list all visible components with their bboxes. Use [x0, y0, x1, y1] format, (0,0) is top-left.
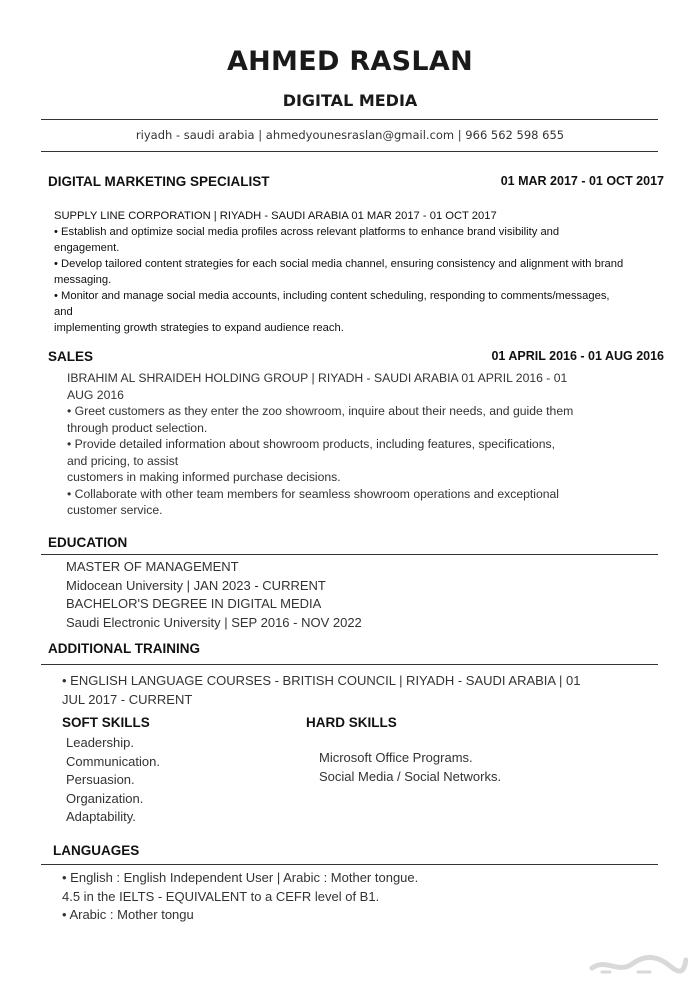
job-line: through product selection. [67, 420, 208, 435]
job-line: and [54, 306, 73, 318]
job-line: engagement. [54, 242, 120, 254]
section-title-hard-skills: HARD SKILLS [306, 715, 397, 730]
job-line: messaging. [54, 274, 112, 286]
job-line: customer service. [67, 503, 163, 517]
job-title: SALES [48, 349, 94, 364]
section-divider [41, 864, 658, 865]
education-line: MASTER OF MANAGEMENT [66, 559, 239, 574]
header-divider-top [41, 119, 658, 120]
job-line: • Monitor and manage social media accounts, including content scheduling, responding to comments/messages, [54, 290, 610, 302]
hard-skill-item: Microsoft Office Programs. [319, 750, 473, 765]
section-title-languages: LANGUAGES [53, 843, 140, 858]
job-line: IBRAHIM AL SHRAIDEH HOLDING GROUP | RIYADH - SAUDI ARABIA 01 APRIL 2016 - 01 [67, 371, 568, 385]
contact-line: riyadh - saudi arabia | ahmedyounesraslan@gmail.com | 966 562 598 655 [135, 128, 565, 142]
job-description [67, 370, 647, 519]
soft-skill-item: Leadership. [66, 735, 134, 750]
job-line: customers in making informed purchase decisions. [67, 470, 341, 484]
section-divider [41, 554, 658, 555]
job-line: • Establish and optimize social media profiles across relevant platforms to enhance brand visibility and [54, 226, 560, 238]
education-line: BACHELOR'S DEGREE IN DIGITAL MEDIA [66, 596, 322, 611]
job-line: • Greet customers as they enter the zoo showroom, inquire about their needs, and guide them [67, 404, 574, 418]
job-dates: 01 APRIL 2016 - 01 AUG 2016 [491, 349, 664, 363]
section-divider [41, 664, 658, 665]
hard-skill-item: Social Media / Social Networks. [319, 768, 502, 784]
section-title-soft-skills: SOFT SKILLS [62, 715, 150, 730]
language-line: • Arabic : Mother tongu [62, 907, 194, 922]
education-line: Midocean University | JAN 2023 - CURRENT [66, 577, 326, 593]
job-line: SUPPLY LINE CORPORATION | RIYADH - SAUDI ARABIA 01 MAR 2017 - 01 OCT 2017 [54, 210, 497, 222]
language-line: 4.5 in the IELTS - EQUIVALENT to a CEFR level of B1. [62, 888, 380, 904]
job-line: and pricing, to assist [67, 453, 179, 468]
education-line: Saudi Electronic University | SEP 2016 - NOV 2022 [66, 614, 362, 630]
resume-role: DIGITAL MEDIA [282, 91, 418, 110]
watermark-graphic [588, 950, 688, 976]
section-title-education: EDUCATION [48, 535, 128, 550]
header-divider-bottom [41, 151, 658, 152]
training-line: • ENGLISH LANGUAGE COURSES - BRITISH COUNCIL | RIYADH - SAUDI ARABIA | 01 [62, 673, 581, 688]
job-line: • Collaborate with other team members for seamless showroom operations and exceptional [67, 486, 560, 501]
languages-list [62, 869, 418, 925]
soft-skill-item: Communication. [66, 753, 160, 769]
education-list [66, 558, 362, 632]
job-line: AUG 2016 [67, 387, 124, 402]
training-line: JUL 2017 - CURRENT [62, 691, 193, 707]
job-line: • Provide detailed information about showroom products, including features, specifications, [67, 437, 555, 451]
soft-skill-item: Persuasion. [66, 772, 135, 787]
job-dates: 01 MAR 2017 - 01 OCT 2017 [500, 174, 664, 188]
resume-name: AHMED RASLAN [226, 46, 474, 77]
soft-skill-item: Adaptability. [66, 809, 136, 824]
job-title: DIGITAL MARKETING SPECIALIST [48, 174, 270, 189]
job-line: • Develop tailored content strategies for each social media channel, ensuring consistency and alignment with brand [54, 258, 624, 270]
soft-skill-item: Organization. [66, 790, 144, 806]
soft-skills-list [66, 734, 160, 827]
language-line: • English : English Independent User | Arabic : Mother tongue. [62, 870, 419, 885]
job-line: implementing growth strategies to expand audience reach. [54, 322, 344, 334]
training-list [62, 672, 580, 709]
section-title-training: ADDITIONAL TRAINING [48, 641, 200, 656]
job-description [54, 208, 654, 336]
haraj-logo-icon [588, 950, 688, 976]
hard-skills-list [319, 749, 501, 786]
